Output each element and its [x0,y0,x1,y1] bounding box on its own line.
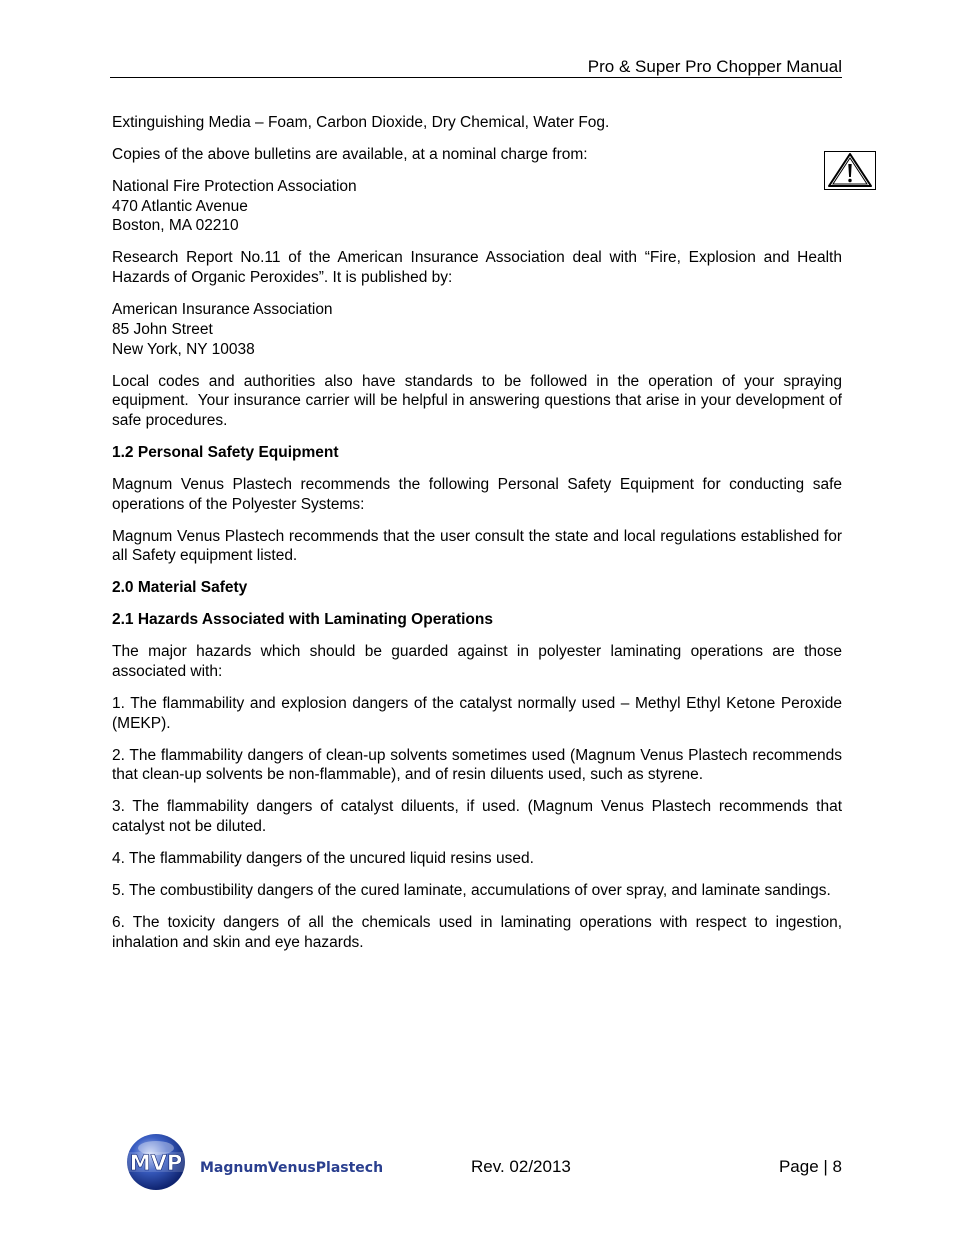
document-body [112,113,847,965]
list-item: 2. The flammability dangers of clean-up solvents sometimes used (Magnum Venus Plastech recommends that clean-up solvents be non-flammable), and of resin diluents used, such as styrene. [112,746,842,784]
footer-page-number: Page | 8 [778,1157,842,1176]
footer-revision: Rev. 02/2013 [471,1157,571,1176]
paragraph-major-hazards: The major hazards which should be guarded against in polyester laminating operations are those associated with: [112,643,842,681]
logo-text: MagnumVenusPlastech [200,1160,384,1176]
address-aia [112,300,842,359]
list-item: 4. The flammability dangers of the uncured liquid resins used. [112,850,534,868]
paragraph-extinguishing-media: Extinguishing Media – Foam, Carbon Dioxide, Dry Chemical, Water Fog. [112,114,610,131]
address-line: Boston, MA 02210 [112,217,239,235]
paragraph-consult-regulations: Magnum Venus Plastech recommends that the user consult the state and local regulations established for all Safety equipment listed. [112,527,842,565]
address-line: 85 John Street [112,320,213,338]
paragraph-bulletin-copies: Copies of the above bulletins are available, at a nominal charge from: [112,146,588,163]
heading-material-safety: 2.0 Material Safety [112,579,248,597]
list-item: 6. The toxicity dangers of all the chemicals used in laminating operations with respect to ingestion, inhalation and skin and eye hazards. [112,914,842,951]
list-item: 5. The combustibility dangers of the cured laminate, accumulations of over spray, and laminate sandings. [112,882,831,900]
heading-personal-safety-equipment: 1.2 Personal Safety Equipment [112,443,339,461]
company-logo [122,1132,402,1192]
address-nfpa [112,177,842,236]
address-line: 470 Atlantic Avenue [112,197,248,215]
address-line: New York, NY 10038 [112,340,255,358]
paragraph-research-report: Research Report No.11 of the American Insurance Association deal with “Fire, Explosion and Health Hazards of Organic Peroxides”. It is published by: [112,249,842,287]
header-title: Pro & Super Pro Chopper Manual [587,57,842,76]
page-header [110,57,842,78]
address-line: American Insurance Association [112,301,333,319]
list-item: 1. The flammability and explosion dangers of the catalyst normally used – Methyl Ethyl Ketone Peroxide (MEKP). [112,695,842,732]
paragraph-local-codes: Local codes and authorities also have standards to be followed in the operation of your spraying equipment. Your insurance carrier will be helpful in answering questions that arise in your development of safe procedures. [112,372,847,429]
logo-mark: MVP [129,1151,183,1175]
list-item: 3. The flammability dangers of catalyst diluents, if used. (Magnum Venus Plastech recommends that catalyst not be diluted. [112,798,842,836]
heading-laminating-hazards: 2.1 Hazards Associated with Laminating Operations [112,611,493,629]
address-line: National Fire Protection Association [112,178,357,195]
paragraph-pse-recommendation: Magnum Venus Plastech recommends the following Personal Safety Equipment for conducting safe operations of the Polyester Systems: [112,475,842,513]
